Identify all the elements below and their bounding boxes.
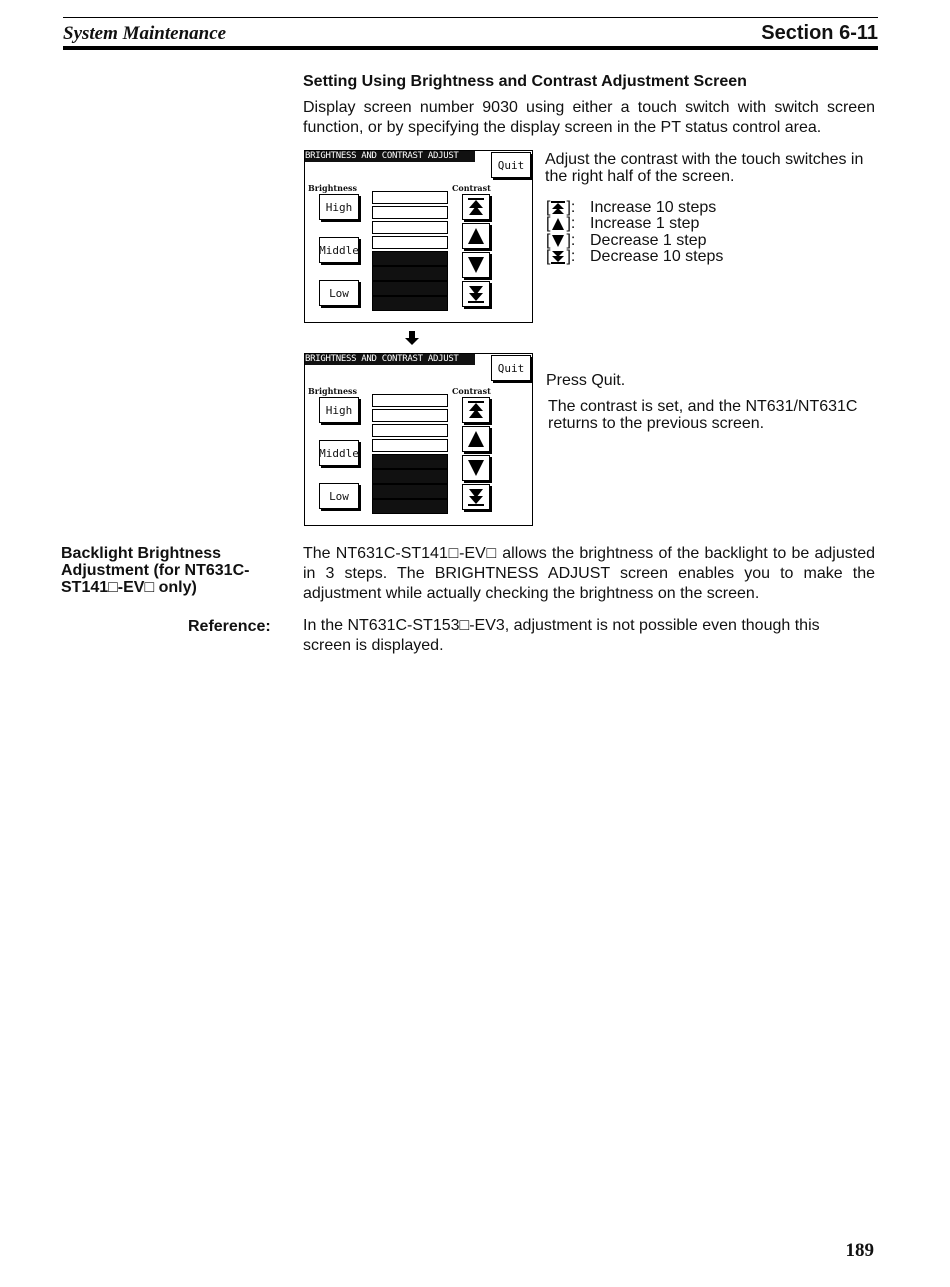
contrast-bar-filled xyxy=(372,281,448,296)
step2-result: The contrast is set, and the NT631/NT631C returns to the previous screen. xyxy=(548,398,858,432)
contrast-level-bars xyxy=(372,191,448,311)
contrast-bar-filled xyxy=(372,484,448,499)
legend-text: Increase 10 steps xyxy=(590,199,717,216)
contrast-bar-empty xyxy=(372,439,448,452)
brightness-label: Brightness xyxy=(308,386,358,396)
contrast-down-10-button[interactable] xyxy=(462,484,490,510)
contrast-bar-empty xyxy=(372,221,448,234)
legend-text: Decrease 1 step xyxy=(590,232,707,249)
page-number: 189 xyxy=(845,1240,874,1261)
double-up-arrow-icon xyxy=(467,197,485,217)
down-arrow-icon xyxy=(551,234,565,248)
double-up-arrow-icon xyxy=(551,201,565,215)
contrast-bar-filled xyxy=(372,454,448,469)
contrast-level-bars xyxy=(372,394,448,514)
up-arrow-icon xyxy=(467,226,485,246)
double-down-arrow-icon xyxy=(551,250,565,264)
down-arrow-icon xyxy=(467,458,485,478)
contrast-bar-empty xyxy=(372,394,448,407)
double-up-arrow-icon xyxy=(467,400,485,420)
brightness-high-button[interactable]: High xyxy=(319,194,359,220)
contrast-up-1-button[interactable] xyxy=(462,223,490,249)
contrast-label: Contrast xyxy=(452,183,491,193)
brightness-low-button[interactable]: Low xyxy=(319,483,359,509)
contrast-bar-filled xyxy=(372,296,448,311)
legend-text: Decrease 10 steps xyxy=(590,248,724,265)
reference-label: Reference: xyxy=(188,618,271,635)
pt-screen-before xyxy=(304,150,533,323)
header-bottom-rule xyxy=(63,46,878,50)
down-arrow-icon xyxy=(467,255,485,275)
contrast-down-10-button[interactable] xyxy=(462,281,490,307)
double-down-arrow-icon xyxy=(467,487,485,507)
contrast-up-10-button[interactable] xyxy=(462,194,490,220)
contrast-bar-empty xyxy=(372,191,448,204)
header-section-number: Section 6-11 xyxy=(761,22,878,44)
screen-title: BRIGHTNESS AND CONTRAST ADJUST xyxy=(305,151,475,162)
contrast-down-1-button[interactable] xyxy=(462,455,490,481)
contrast-label: Contrast xyxy=(452,386,491,396)
contrast-bar-empty xyxy=(372,424,448,437)
contrast-up-1-button[interactable] xyxy=(462,426,490,452)
contrast-up-10-button[interactable] xyxy=(462,397,490,423)
brightness-low-button[interactable]: Low xyxy=(319,280,359,306)
contrast-bar-empty xyxy=(372,206,448,219)
step1-instruction: Adjust the contrast with the touch switches in the right half of the screen. xyxy=(545,151,864,185)
brightness-high-button[interactable]: High xyxy=(319,397,359,423)
reference-text: In the NT631C-ST153□-EV3, adjustment is not possible even though this screen is displayed. xyxy=(303,617,820,654)
quit-button[interactable]: Quit xyxy=(491,355,531,381)
up-arrow-icon xyxy=(551,217,565,231)
screen-title: BRIGHTNESS AND CONTRAST ADJUST xyxy=(305,354,475,365)
contrast-bar-filled xyxy=(372,469,448,484)
brightness-middle-button[interactable]: Middle xyxy=(319,237,359,263)
section-heading: Setting Using Brightness and Contrast Adjustment Screen xyxy=(303,73,747,90)
contrast-bar-filled xyxy=(372,499,448,514)
legend-row-down10: [ ]: Decrease 10 steps xyxy=(546,248,724,265)
header-top-rule xyxy=(63,17,878,18)
brightness-middle-button[interactable]: Middle xyxy=(319,440,359,466)
backlight-text: The NT631C-ST141□-EV□ allows the brightness of the backlight to be adjusted in 3 steps. The BRIGHTNESS ADJUST screen enables you to make the adjustment while actually checking the brightness on the screen. xyxy=(303,545,875,602)
legend-text: Increase 1 step xyxy=(590,215,700,232)
flow-arrow-down-icon xyxy=(404,330,420,346)
pt-screen-after xyxy=(304,353,533,526)
legend-row-up1: [ ]: Increase 1 step xyxy=(546,215,700,232)
contrast-bar-filled xyxy=(372,266,448,281)
double-down-arrow-icon xyxy=(467,284,485,304)
quit-button[interactable]: Quit xyxy=(491,152,531,178)
contrast-bar-empty xyxy=(372,409,448,422)
backlight-side-label: Backlight Brightness Adjustment (for NT631C-ST141□-EV□ only) xyxy=(61,545,250,596)
legend-row-up10: [ ]: Increase 10 steps xyxy=(546,199,717,216)
up-arrow-icon xyxy=(467,429,485,449)
contrast-bar-filled xyxy=(372,251,448,266)
step2-instruction: Press Quit. xyxy=(546,372,626,389)
brightness-label: Brightness xyxy=(308,183,358,193)
section-intro: Display screen number 9030 using either a touch switch with switch screen function, or by specifying the display screen in the PT status control area. xyxy=(303,99,875,136)
legend-row-down1: [ ]: Decrease 1 step xyxy=(546,232,707,249)
contrast-bar-empty xyxy=(372,236,448,249)
header-chapter-title: System Maintenance xyxy=(63,23,227,44)
contrast-down-1-button[interactable] xyxy=(462,252,490,278)
